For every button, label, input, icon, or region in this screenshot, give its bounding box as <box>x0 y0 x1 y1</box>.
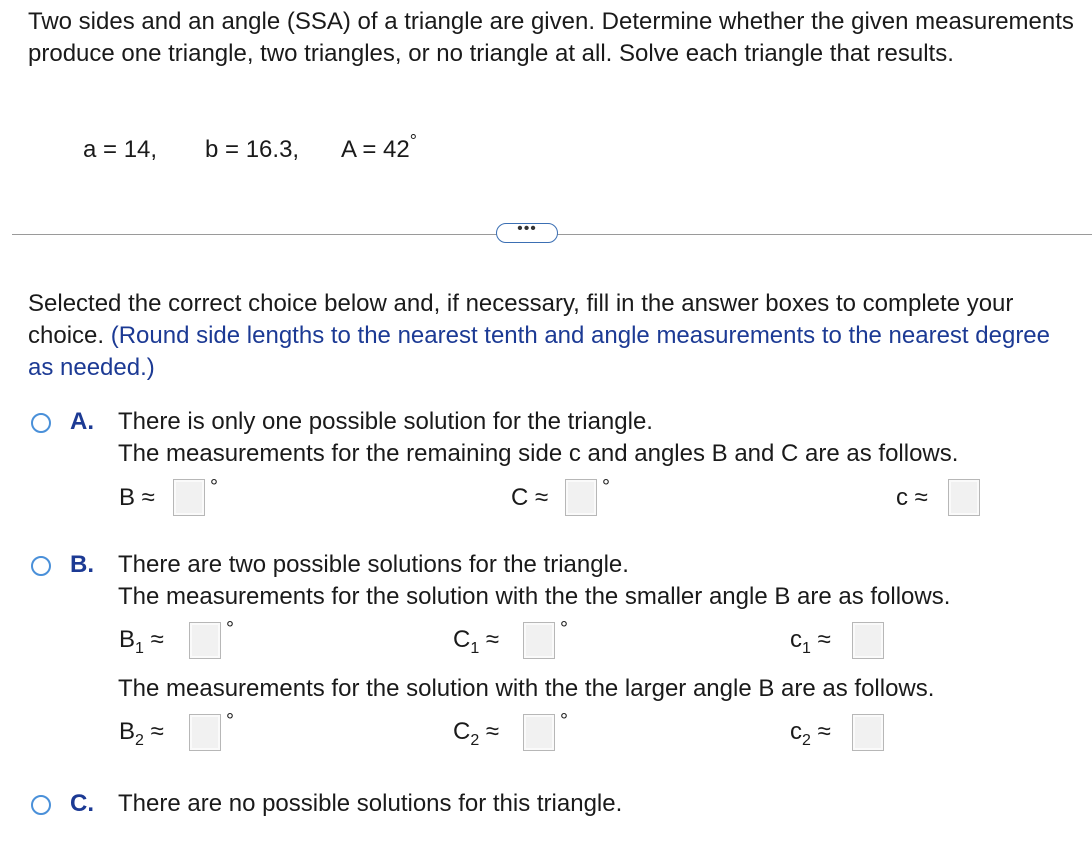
option-a-c-label: c ≈ <box>896 484 928 511</box>
show-more-button[interactable]: ••• <box>496 223 558 243</box>
option-b-smaller-description: The measurements for the solution with the the smaller angle B are as follows. <box>118 583 951 610</box>
label-main: B <box>119 626 136 653</box>
approx-symbol: ≈ <box>817 626 831 653</box>
degree-symbol: ° <box>560 710 568 732</box>
label-main: c <box>790 626 802 653</box>
option-b-C2-label <box>453 718 500 749</box>
label-subscript: 1 <box>470 640 480 657</box>
given-a: a = 14, <box>83 136 158 163</box>
instructions-text: Selected the correct choice below and, if necessary, fill in the answer boxes to complete your choice. <box>28 290 1014 349</box>
degree-symbol: ° <box>210 476 218 498</box>
approx-symbol: ≈ <box>150 626 164 653</box>
option-a-C-label: C ≈ <box>511 484 549 511</box>
option-b-B2-input[interactable] <box>189 714 221 751</box>
label-subscript: 2 <box>470 732 480 749</box>
problem-statement: Two sides and an angle (SSA) of a triangle are given. Determine whether the given measurements produce one triangle, two triangles, or no triangle at all. Solve each triangle that results. <box>28 8 1074 67</box>
option-c-letter: C. <box>70 790 94 817</box>
option-b-c1-label <box>790 626 831 657</box>
option-b-B1-label <box>119 626 164 657</box>
approx-symbol: ≈ <box>150 718 164 745</box>
label-subscript: 1 <box>135 640 144 657</box>
option-a-radio[interactable] <box>31 413 51 433</box>
option-a-B-label: B ≈ <box>119 484 155 511</box>
option-b-larger-description: The measurements for the solution with the the larger angle B are as follows. <box>118 675 935 702</box>
label-main: C <box>453 718 471 745</box>
option-b-C2-input[interactable] <box>523 714 555 751</box>
option-a-description: The measurements for the remaining side c and angles B and C are as follows. <box>118 440 959 467</box>
degree-symbol: ° <box>409 131 417 151</box>
label-subscript: 2 <box>802 732 811 749</box>
approx-symbol: ≈ <box>485 626 500 653</box>
degree-symbol: ° <box>226 618 234 640</box>
option-c-text: There are no possible solutions for this triangle. <box>118 790 623 817</box>
option-b-B2-label <box>119 718 164 749</box>
approx-symbol: ≈ <box>817 718 831 745</box>
option-a-c-input[interactable] <box>948 479 980 516</box>
label-subscript: 1 <box>802 640 811 657</box>
option-b-radio[interactable] <box>31 556 51 576</box>
instructions <box>28 288 1078 384</box>
option-a-letter: A. <box>70 408 94 435</box>
rounding-hint: (Round side lengths to the nearest tenth and angle measurements to the nearest degree as needed.) <box>28 322 1050 381</box>
option-b-text: There are two possible solutions for the triangle. <box>118 551 629 578</box>
given-b: b = 16.3, <box>205 136 300 163</box>
option-a-B-input[interactable] <box>173 479 205 516</box>
degree-symbol: ° <box>602 476 610 498</box>
option-b-c2-input[interactable] <box>852 714 884 751</box>
option-c-radio[interactable] <box>31 795 51 815</box>
option-b-B1-input[interactable] <box>189 622 221 659</box>
label-main: B <box>119 718 136 745</box>
option-b-C1-input[interactable] <box>523 622 555 659</box>
option-a-C-input[interactable] <box>565 479 597 516</box>
label-subscript: 2 <box>135 732 144 749</box>
option-b-c2-label <box>790 718 831 749</box>
option-b-C1-label <box>453 626 500 657</box>
degree-symbol: ° <box>560 618 568 640</box>
option-b-letter: B. <box>70 551 94 578</box>
given-angle-A-value: A = 42 <box>341 136 410 163</box>
degree-symbol: ° <box>226 710 234 732</box>
label-main: c <box>790 718 802 745</box>
option-b-c1-input[interactable] <box>852 622 884 659</box>
option-a-text: There is only one possible solution for the triangle. <box>118 408 653 435</box>
given-angle-A <box>341 131 417 164</box>
label-main: C <box>453 626 471 653</box>
approx-symbol: ≈ <box>485 718 500 745</box>
